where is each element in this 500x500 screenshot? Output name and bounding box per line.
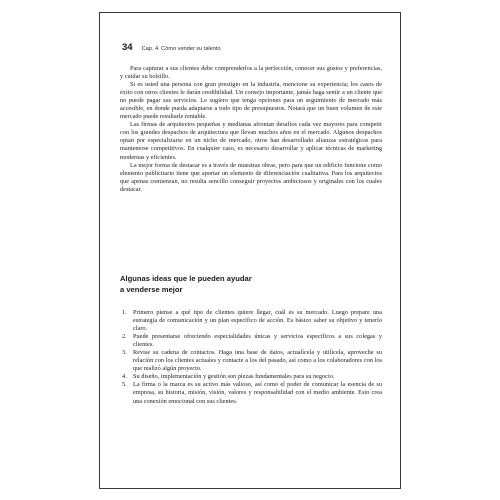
paragraph-3: Las firmas de arquitectos pequeñas y medianas afrontan desafíos cada vez mayores para competir con los grandes despachos de arquitectura que llevan muchos años en el mercado. Algunos despachos optan por especializarse en un nicho de mercado, otros han desarrollado alianzas estratégicas para mantenerse competitivos. En cualquier caso, es necesario desarrollar y aplicar técnicas de marketing modernas y eficientes. <box>120 121 382 161</box>
list-item <box>120 381 382 405</box>
body-text <box>120 65 382 194</box>
list-item-number: 1. <box>122 309 127 316</box>
list-item-number: 4. <box>122 373 127 381</box>
paragraph-4: La mejor forma de destacar es a través de muestras obras, pero para que un edificio funcione como elemento publicitario tiene que aportar un elemento de diferenciación cualitativa. Para los arquitectos que apenas comienzan, no resulta sencillo conseguir proyectos ambiciosos y originales con los cuales destacar. <box>120 161 382 193</box>
section-title-line-2: a venderse mejor <box>120 284 183 294</box>
page-number: 34 <box>122 42 133 53</box>
paragraph-1: Para capturar a sus clientes debe comprenderlos a la perfección, conocer sus gustos y preferencias, y cuidar su bolsillo. <box>120 65 382 81</box>
list-item <box>120 333 382 349</box>
list-item <box>120 373 382 381</box>
list-item <box>120 309 382 333</box>
page-header <box>122 42 221 53</box>
list-item-text: La firma o la marca es su activo más valioso, así como el poder de comunicar la esencia de su empresa, su historia, misión, visión, valores y responsabilidad con el medio ambiente. Esto crea una conexión emocional con sus clientes. <box>133 381 382 405</box>
list-item-text: Revise su cadena de contactos. Haga una base de datos, actualícela y utilícela, aproveche su relación con los clientes actuales y contacte a los del pasado, así como a los colaboradores con los que realizó algún proyecto. <box>133 349 382 373</box>
list-item-number: 2. <box>122 333 127 341</box>
list-item-number: 3. <box>122 349 127 357</box>
running-head: Cap. 4. Cómo vender su talento <box>141 46 221 52</box>
ideas-list <box>120 309 382 406</box>
list-item-number: 5. <box>122 381 127 389</box>
list-item-text: Puede presentarse ofreciendo especialidades únicas y servicios específicos a sus colegas y clientes. <box>133 333 382 349</box>
list-item-text: Primero piense a qué tipo de clientes quiere llegar, cuál es su mercado. Luego prepare una estrategia de comunicación y un plan específico de acción. Es básico saber su objetivo y tenerlo claro. <box>133 309 382 333</box>
section-title <box>120 274 382 295</box>
paragraph-2: Si es usted una persona con gran prestigio en la industria, mencione su experiencia; los casos de éxito con otros clientes le darán credibilidad. Un consejo importante, jamás haga sentir a un cliente que no puede pagar sus servicios. Le sugiero que tenga opciones para un seguimiento de mercado más accesible, en donde pueda adaptarse a todo tipo de presupuestos. Notará que un buen volumen de este mercado puede resultarle rentable. <box>120 81 382 121</box>
book-page <box>99 12 401 489</box>
list-item <box>120 349 382 373</box>
section-title-line-1: Algunas ideas que le pueden ayudar <box>120 274 252 283</box>
list-item-text: Su diseño, implementación y gestión son piezas fundamentales para su negocio. <box>133 373 335 381</box>
